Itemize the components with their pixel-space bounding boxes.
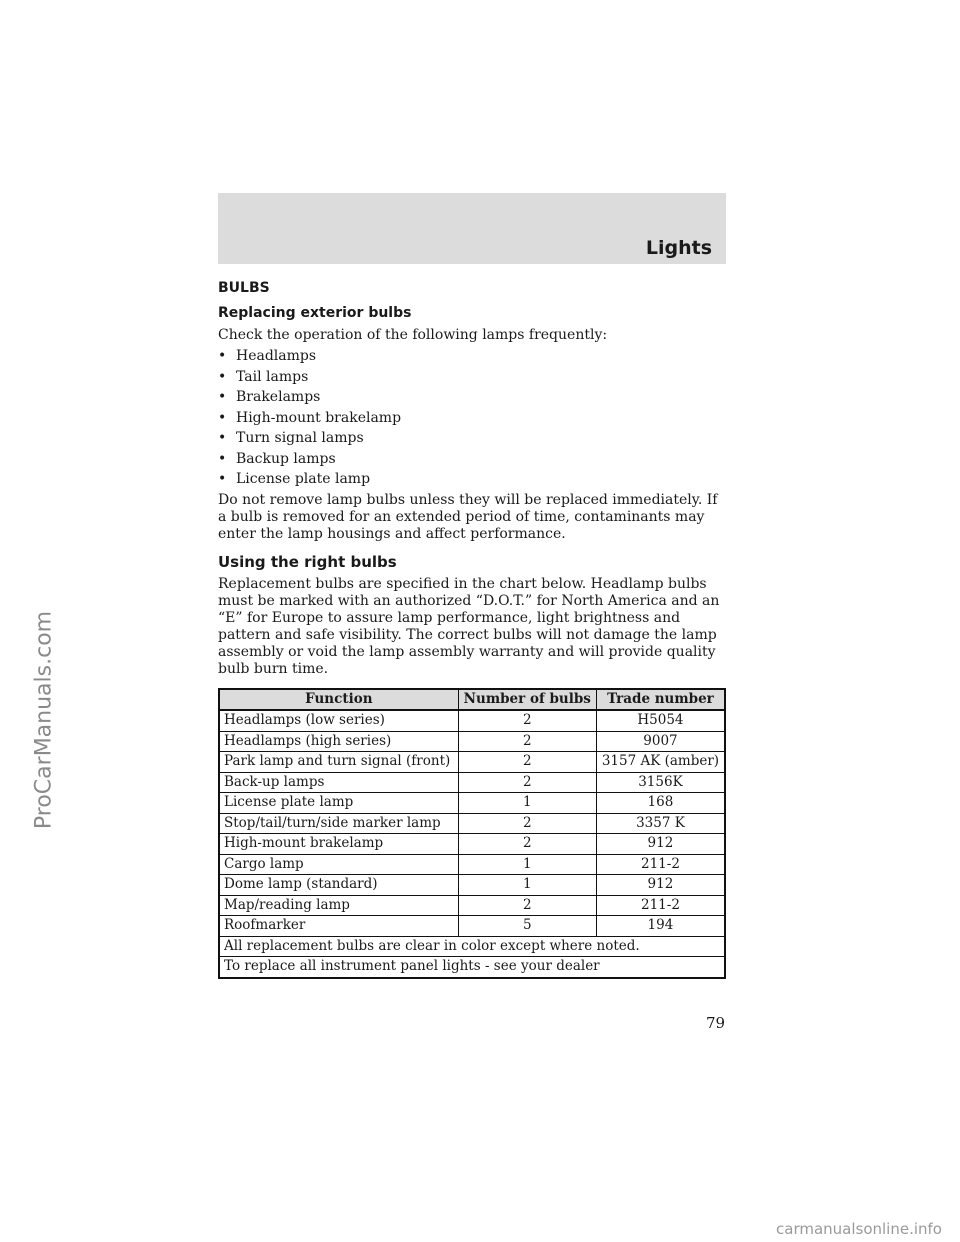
removal-paragraph: Do not remove lamp bulbs unless they will be replaced immediately. If a bulb is removed for an extended period of time, contaminants may enter the lamp housings and affect performance. [218,491,718,542]
lamp-list [218,348,726,488]
list-item: • License plate lamp [218,471,371,487]
watermark-side: ProCarManuals.com [31,610,57,830]
heading-bulbs: BULBS [218,280,270,296]
list-item: • Brakelamps [218,389,321,405]
section-title: Lights [645,237,712,259]
bullet-icon: • [218,471,227,487]
table-header-row [219,689,725,711]
subheading-right-bulbs: Using the right bulbs [218,552,397,571]
bulb-table [218,688,726,979]
bullet-icon: • [218,368,227,385]
subheading-replacing: Replacing exterior bulbs [218,305,412,321]
table-row: Roofmarker 5 194 [219,916,725,937]
list-item: • Headlamps [218,348,317,364]
bullet-icon: • [218,348,227,364]
table-row: Park lamp and turn signal (front) 2 3157 AK (amber) [219,752,725,773]
table-row: Headlamps (low series) 2 H5054 [219,710,725,731]
bullet-icon: • [218,450,227,467]
table-row: Stop/tail/turn/side marker lamp 2 3357 K [219,813,725,834]
table-row: Headlamps (high series) 2 9007 [219,731,725,752]
list-item: • Backup lamps [218,450,336,467]
list-item: • Turn signal lamps [218,430,364,446]
list-item: • High-mount brakelamp [218,409,402,426]
table-note-row [219,936,725,957]
table-note: To replace all instrument panel lights - see your dealer [219,957,725,978]
section-header-band [218,193,726,264]
page-number: 79 [706,1014,726,1032]
table-note: All replacement bulbs are clear in color except where noted. [219,936,725,957]
footer-watermark: carmanualsonline.info [776,1220,942,1238]
table-row: Dome lamp (standard) 1 912 [219,875,725,896]
column-header-function: Function [219,689,458,711]
column-header-trade: Trade number [596,689,725,711]
table-row: Map/reading lamp 2 211-2 [219,895,725,916]
bullet-icon: • [218,389,227,405]
table-row: High-mount brakelamp 2 912 [219,834,725,855]
intro-paragraph: Check the operation of the following lamps frequently: [218,327,608,343]
list-item: • Tail lamps [218,368,309,385]
bullet-icon: • [218,430,227,446]
table-row: Back-up lamps 2 3156K [219,772,725,793]
right-bulbs-paragraph: Replacement bulbs are specified in the chart below. Headlamp bulbs must be marked with an authorized “D.O.T.” for North America and an “E” for Europe to assure lamp performance, light brightness and pattern and safe visibility. The correct bulbs will not damage the lamp assembly or void the lamp assembly warranty and will provide quality bulb burn time. [218,575,720,677]
page-content [218,279,726,979]
bullet-icon: • [218,409,227,426]
column-header-number: Number of bulbs [458,689,596,711]
table-note-row [219,957,725,978]
table-row: Cargo lamp 1 211-2 [219,854,725,875]
table-row: License plate lamp 1 168 [219,793,725,814]
